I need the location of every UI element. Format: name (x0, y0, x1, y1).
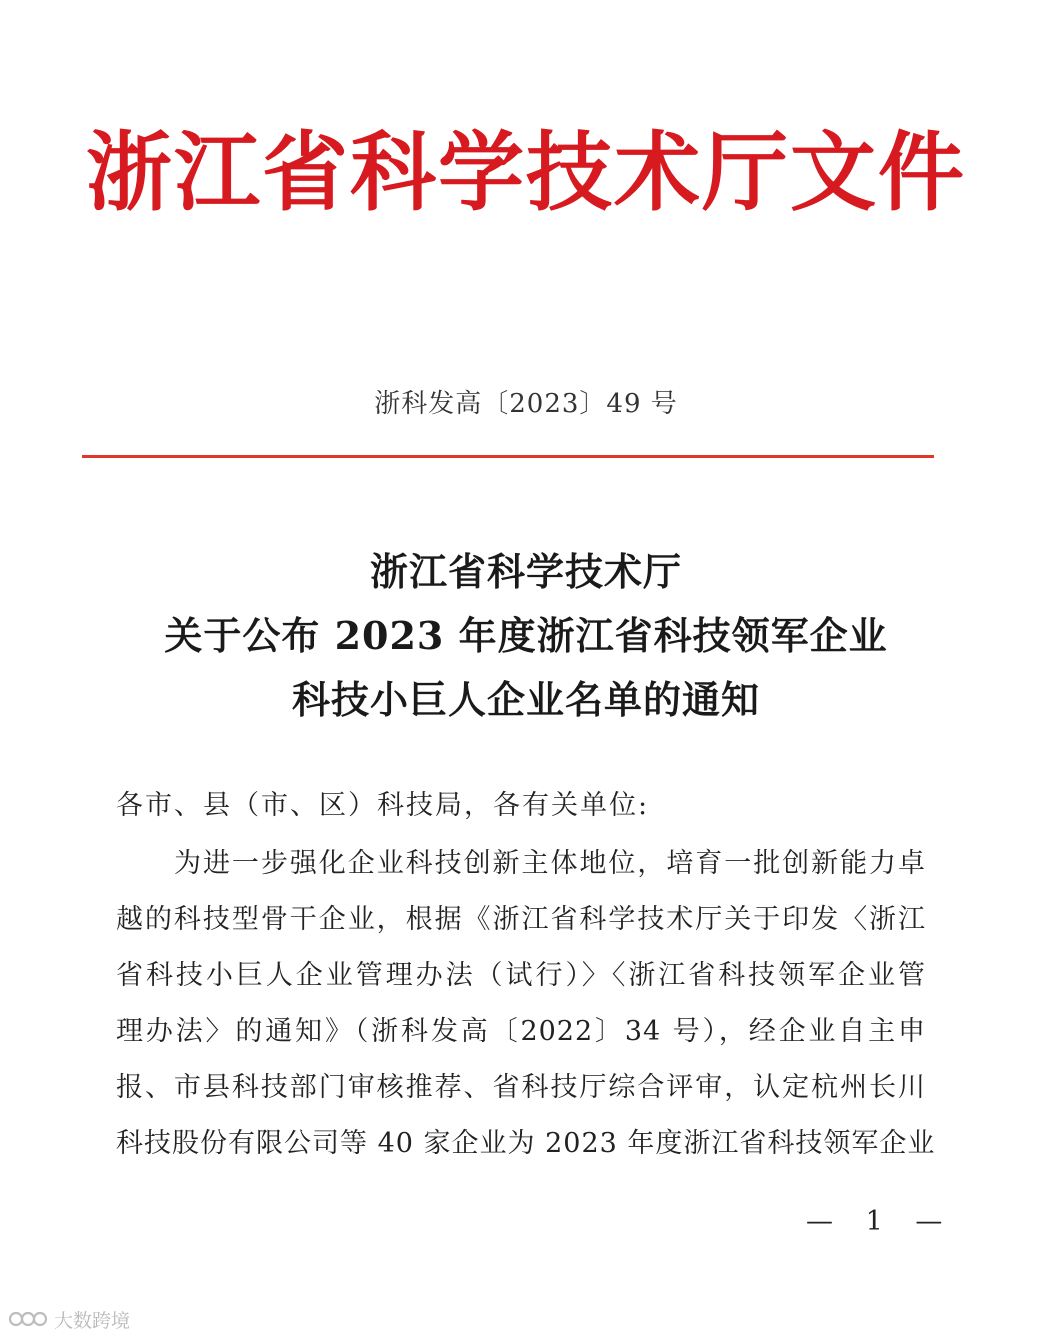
body-line: 报、市县科技部门审核推荐、省科技厅综合评审，认定杭州长川 (116, 1072, 926, 1103)
body-line: 为进一步强化企业科技创新主体地位，培育一批创新能力卓 (174, 848, 926, 879)
body-line: 越的科技型骨干企业，根据《浙江省科学技术厅关于印发〈浙江 (116, 904, 926, 935)
title-line: 科技小巨人企业名单的通知 (291, 677, 760, 722)
watermark (8, 1306, 130, 1332)
watermark-text: 大数跨境 (54, 1309, 131, 1332)
document-number: 浙科发高〔2023〕49 号 (374, 389, 678, 419)
salutation: 各市、县（市、区）科技局，各有关单位: (116, 790, 650, 821)
page-number: — 1 — (806, 1206, 955, 1237)
document-title (0, 540, 1052, 732)
body-line: 省科技小巨人企业管理办法（试行）〉〈浙江省科技领军企业管 (116, 960, 926, 991)
title-line: 关于公布 2023 年度浙江省科技领军企业 (164, 613, 888, 658)
body-paragraph (116, 836, 936, 1172)
body-line: 理办法〉的通知》（浙科发高〔2022〕34 号），经企业自主申 (116, 1016, 926, 1047)
document-header: 浙江省科学技术厅文件 (86, 122, 966, 223)
red-divider-line (82, 455, 934, 458)
body-line: 科技股份有限公司等 40 家企业为 2023 年度浙江省科技领军企业 (116, 1128, 936, 1159)
watermark-logo-icon (8, 1308, 48, 1330)
title-line: 浙江省科学技术厅 (369, 549, 682, 594)
